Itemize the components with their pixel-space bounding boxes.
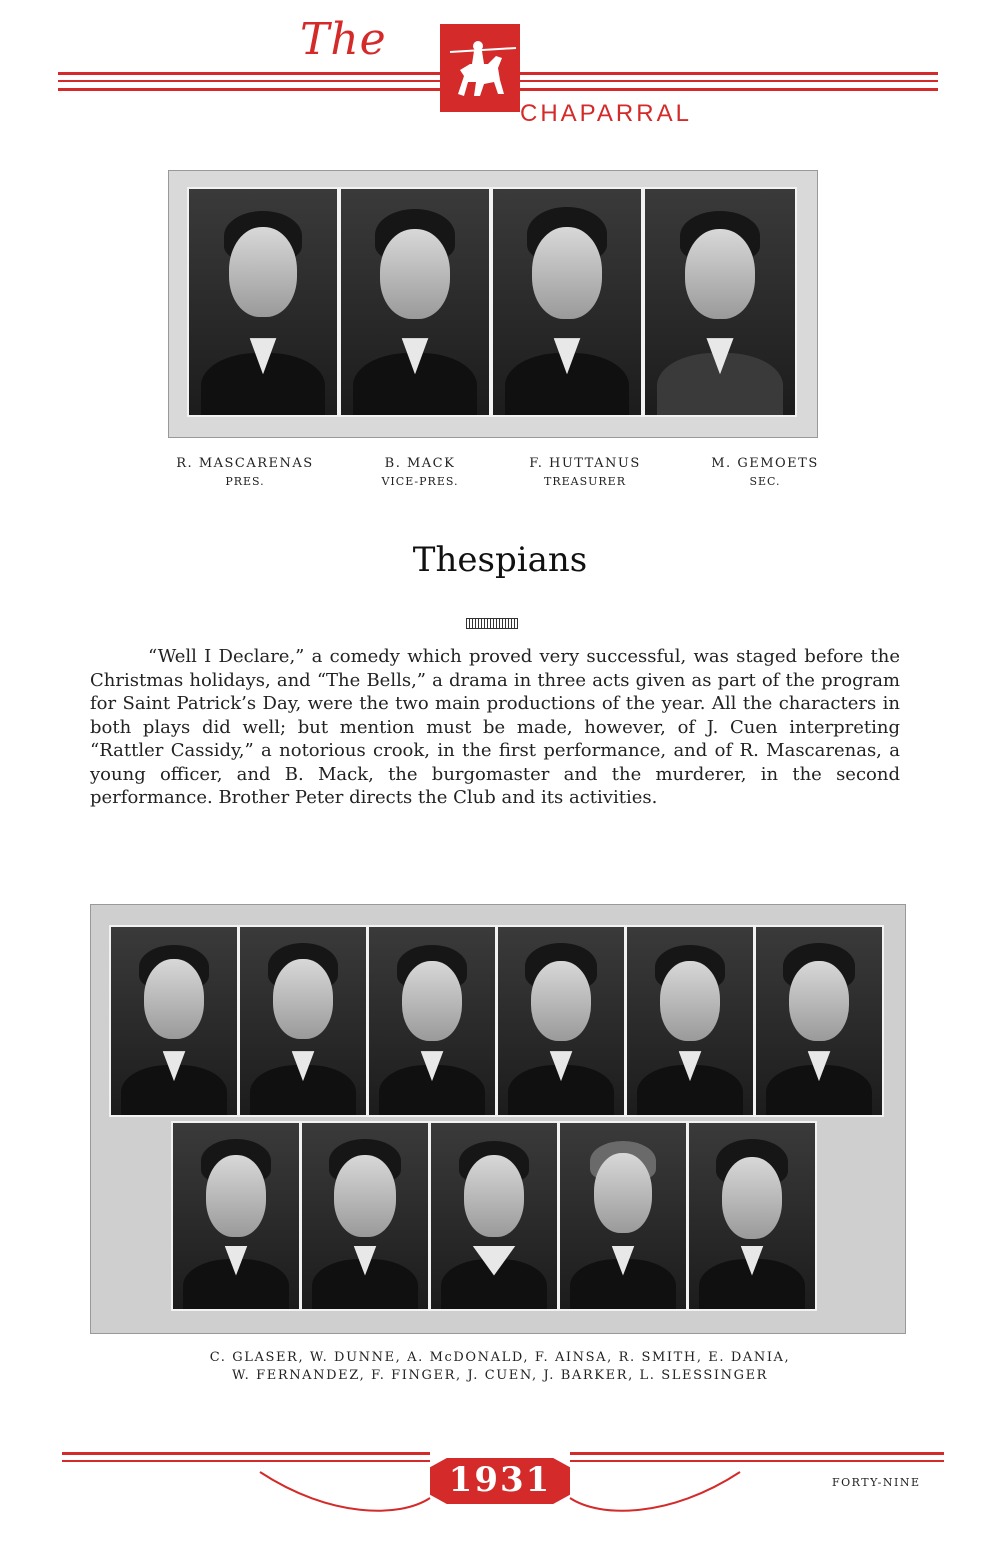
header-rule-right bbox=[520, 72, 938, 75]
member-photo-3 bbox=[367, 925, 497, 1117]
officers-photo-panel bbox=[168, 170, 818, 438]
officer-role: PRES. bbox=[225, 475, 265, 488]
officer-caption-2 bbox=[350, 455, 490, 491]
officer-name: R. MASCARENAS bbox=[176, 456, 314, 471]
officer-photo-2 bbox=[339, 187, 491, 417]
member-photo-7 bbox=[171, 1121, 301, 1311]
page-header bbox=[0, 0, 1000, 140]
member-photo-2 bbox=[238, 925, 368, 1117]
header-rule-left bbox=[58, 72, 440, 75]
members-caption-line-1: C. GLASER, W. DUNNE, A. McDONALD, F. AINSA, R. SMITH, E. DANIA, bbox=[209, 1350, 791, 1365]
officer-name: B. MACK bbox=[384, 456, 456, 471]
member-photo-4 bbox=[496, 925, 626, 1117]
footer-rule-right bbox=[570, 1452, 944, 1455]
officer-name: M. GEMOETS bbox=[711, 456, 819, 471]
member-photo-9 bbox=[429, 1121, 559, 1311]
officer-name: F. HUTTANUS bbox=[529, 456, 641, 471]
officer-photo-1 bbox=[187, 187, 339, 417]
officer-photo-3 bbox=[491, 187, 643, 417]
officer-role: SEC. bbox=[749, 475, 781, 488]
header-word-chaparral: CHAPARRAL bbox=[520, 100, 692, 127]
officer-caption-3 bbox=[500, 455, 670, 491]
member-photo-6 bbox=[754, 925, 884, 1117]
header-rule-left-thin bbox=[58, 80, 440, 82]
member-photo-11 bbox=[687, 1121, 817, 1311]
horseman-lancer-icon bbox=[440, 24, 520, 112]
members-photo-panel bbox=[90, 904, 906, 1334]
page-number: FORTY-NINE bbox=[832, 1476, 921, 1489]
club-title: Thespians bbox=[412, 540, 588, 580]
officer-role: TREASURER bbox=[544, 475, 626, 488]
members-caption bbox=[0, 1349, 1000, 1385]
members-caption-line-2: W. FERNANDEZ, F. FINGER, J. CUEN, J. BARKER, L. SLESSINGER bbox=[231, 1368, 769, 1383]
year-label: 1931 bbox=[448, 1460, 552, 1500]
header-word-the: The bbox=[300, 14, 387, 65]
member-photo-8 bbox=[300, 1121, 430, 1311]
officer-caption-1 bbox=[140, 455, 350, 491]
title-ornament bbox=[466, 618, 518, 629]
header-rule-left-lower bbox=[58, 88, 440, 91]
member-photo-1 bbox=[109, 925, 239, 1117]
header-rule-right-thin bbox=[520, 80, 938, 82]
member-photo-5 bbox=[625, 925, 755, 1117]
footer-rule-left bbox=[62, 1452, 430, 1455]
header-rule-right-lower bbox=[520, 88, 938, 91]
officer-caption-4 bbox=[680, 455, 850, 491]
club-description: “Well I Declare,” a comedy which proved very successful, was staged before the Christmas holidays, and “The Bells,” a drama in three acts given as part of the program for Saint Patrick’s Day, were the two main productions of the year. All the characters in both plays did well; but mention must be made, however, of J. Cuen interpreting “Rattler Cassidy,” a notorious crook, in the first performance, and of R. Mascarenas, a young officer, and B. Mack, the burgomaster and the murderer, in the second performance. Brother Peter directs the Club and its activities. bbox=[90, 646, 900, 808]
member-photo-10 bbox=[558, 1121, 688, 1311]
officer-role: VICE-PRES. bbox=[381, 475, 459, 488]
officer-photo-4 bbox=[643, 187, 797, 417]
